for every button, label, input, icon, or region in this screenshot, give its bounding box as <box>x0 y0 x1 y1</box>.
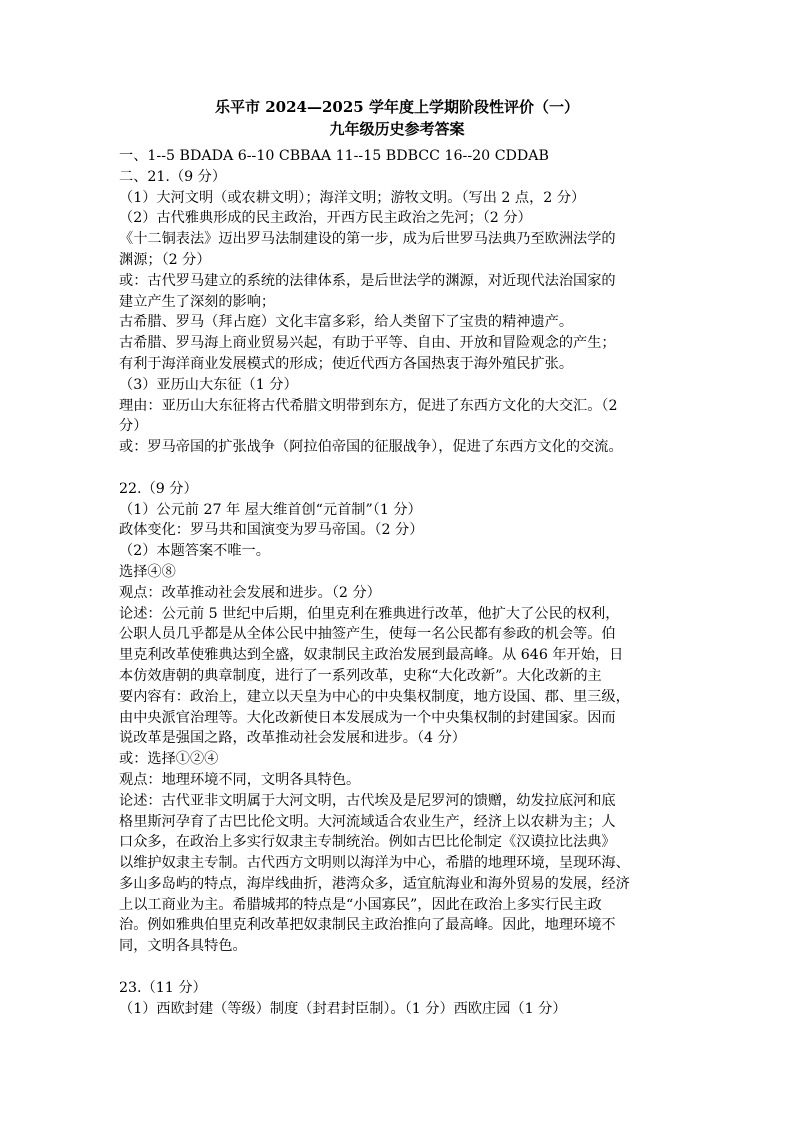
document-title: 乐平市 2024—2025 学年度上学期阶段性评价（一） <box>215 98 579 116</box>
q22-line: 治。例如雅典伯里克利改革把奴隶制民主政治推向了最高峰。因此，地理环境不 <box>119 917 616 934</box>
q21-line: 或：古代罗马建立的系统的法律体系，是后世法学的渊源，对近现代法治国家的 <box>119 272 616 289</box>
multiple-choice-answers: 一、1--5 BDADA 6--10 CBBAA 11--15 BDBCC 16--20 CDDAB <box>119 148 549 164</box>
document-subtitle: 九年级历史参考答案 <box>329 120 465 138</box>
q22-line: 观点：地理环境不同，文明各具特色。 <box>119 771 361 788</box>
q22-heading: 22.（9 分） <box>119 480 198 497</box>
q21-line: 渊源；（2 分） <box>119 251 211 268</box>
q21-heading: 二、21.（9 分） <box>119 168 227 185</box>
q22-line: 观点：改革推动社会发展和进步。（2 分） <box>119 584 381 601</box>
q21-line: 或：罗马帝国的扩张战争（阿拉伯帝国的征服战争），促进了东西方文化的交流。 <box>119 439 623 456</box>
q22-line: 政体变化：罗马共和国演变为罗马帝国。（2 分） <box>119 522 424 539</box>
q21-line: （2）古代雅典形成的民主政治，开西方民主政治之先河；（2 分） <box>119 210 532 227</box>
q21-line: 《十二铜表法》迈出罗马法制建设的第一步，成为后世罗马法典乃至欧洲法学的 <box>119 231 616 248</box>
q22-line: 本仿效唐朝的典章制度，进行了一系列改革，史称“大化改新”。大化改新的主 <box>119 667 602 684</box>
q21-line: 有利于海洋商业发展模式的形成；使近代西方各国热衷于海外殖民扩张。 <box>119 355 574 372</box>
q22-line: 上以工商业为主。希腊城邦的特点是“小国寡民”，因此在政治上多实行民主政 <box>119 896 602 913</box>
q21-line: 古希腊、罗马（拜占庭）文化丰富多彩，给人类留下了宝贵的精神遗产。 <box>119 314 574 331</box>
q21-line: 理由：亚历山大东征将古代希腊文明带到东方，促进了东西方文化的大交汇。（2 <box>119 397 618 414</box>
q21-line: （1）大河文明（或农耕文明）；海洋文明；游牧文明。（写出 2 点，2 分） <box>119 189 586 206</box>
q22-line: 口众多，在政治上多实行奴隶主专制统治。例如古巴比伦制定《汉谟拉比法典》 <box>119 834 616 851</box>
q22-line: 论述：古代亚非文明属于大河文明，古代埃及是尼罗河的馈赠，幼发拉底河和底 <box>119 792 616 809</box>
q22-line: 公职人员几乎都是从全体公民中抽签产生，使每一名公民都有参政的机会等。伯 <box>119 626 616 643</box>
q21-line: 建立产生了深刻的影响； <box>119 293 276 310</box>
q23-heading: 23.（11 分） <box>119 979 207 996</box>
q22-line: 要内容有：政治上，建立以天皇为中心的中央集权制度，地方设国、郡、里三级， <box>119 688 630 705</box>
q22-line: 里克利改革使雅典达到全盛，奴隶制民主政治发展到最高峰。从 646 年开始，日 <box>119 647 624 664</box>
q22-line: 论述：公元前 5 世纪中后期，伯里克利在雅典进行改革，他扩大了公民的权利， <box>119 605 620 622</box>
q22-line: （1）公元前 27 年 屋大维首创“元首制”（1 分） <box>119 501 422 518</box>
q21-line: （3）亚历山大东征（1 分） <box>119 376 298 393</box>
q22-line: 同，文明各具特色。 <box>119 938 247 955</box>
q22-line: 或：选择①②④ <box>119 751 219 768</box>
q21-line: 分） <box>119 418 148 435</box>
q22-line: （2）本题答案不唯一。 <box>119 543 270 560</box>
q22-line: 选择④⑧ <box>119 563 176 580</box>
answer-content <box>119 146 679 1019</box>
q22-line: 格里斯河孕育了古巴比伦文明。大河流域适合农业生产，经济上以农耕为主；人 <box>119 813 616 830</box>
q22-line: 说改革是强国之路，改革推动社会发展和进步。（4 分） <box>119 730 466 747</box>
q22-line: 多山多岛屿的特点，海岸线曲折，港湾众多，适宜航海业和海外贸易的发展，经济 <box>119 875 630 892</box>
q22-line: 以维护奴隶主专制。古代西方文明则以海洋为中心，希腊的地理环境，呈现环海、 <box>119 855 630 872</box>
spacer <box>119 458 679 479</box>
q22-line: 由中央派官治理等。大化改新使日本发展成为一个中央集权制的封建国家。因而 <box>119 709 616 726</box>
q21-line: 古希腊、罗马海上商业贸易兴起，有助于平等、自由、开放和冒险观念的产生； <box>119 335 616 352</box>
q23-line: （1）西欧封建（等级）制度（封君封臣制）。（1 分）西欧庄园（1 分） <box>119 1000 567 1017</box>
spacer <box>119 957 679 978</box>
